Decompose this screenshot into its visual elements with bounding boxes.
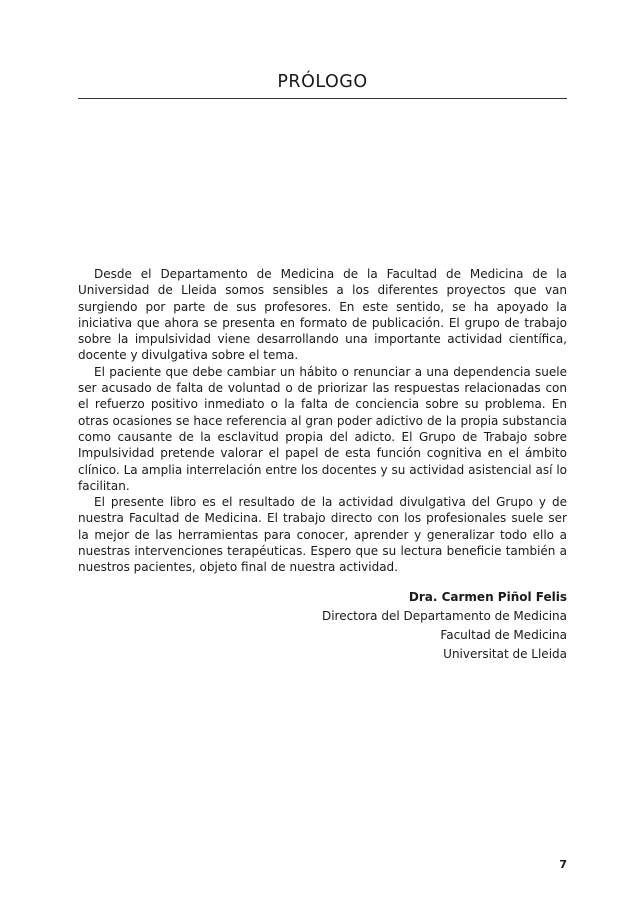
signature-block <box>78 588 567 664</box>
body-text <box>78 266 567 576</box>
paragraph: El paciente que debe cambiar un hábito o renunciar a una dependencia suele ser acusado de falta de voluntad o de priorizar las respuestas relacionadas con el refuerzo positivo inmediato o la falta de conciencia sobre su problema. En otras ocasiones se hace referencia al gran poder adictivo de la propia substancia como causante de la esclavitud propia del adicto. El Grupo de Trabajo sobre Impulsividad pretende valorar el papel de esta función cognitiva en el ámbito clínico. La amplia interrelación entre los docentes y su actividad asistencial así lo facilitan. <box>78 364 567 493</box>
page-title: PRÓLOGO <box>277 72 368 92</box>
signature-name: Dra. Carmen Piñol Felis <box>408 590 567 604</box>
paragraph: El presente libro es el resultado de la actividad divulgativa del Grupo y de nuestra Facultad de Medicina. El trabajo directo con los profesionales suele ser la mejor de las herramientas para conocer, aprender y generalizar todo ello a nuestras intervenciones terapéuticas. Espero que su lectura beneficie también a nuestros pacientes, objeto final de nuestra actividad. <box>78 495 567 575</box>
signature-faculty: Facultad de Medicina <box>440 628 567 642</box>
page-number: 7 <box>559 858 567 871</box>
title-divider <box>78 98 567 99</box>
signature-university: Universitat de Lleida <box>443 647 567 661</box>
paragraph: Desde el Departamento de Medicina de la Facultad de Medicina de la Universidad de Lleida somos sensibles a los diferentes proyectos que van surgiendo por parte de sus profesores. En este sentido, se ha apoyado la iniciativa que ahora se presenta en formato de publicación. El grupo de trabajo sobre la impulsividad viene desarrollando una importante actividad científica, docente y divulgativa sobre el tema. <box>78 267 567 363</box>
signature-role: Directora del Departamento de Medicina <box>321 609 567 623</box>
